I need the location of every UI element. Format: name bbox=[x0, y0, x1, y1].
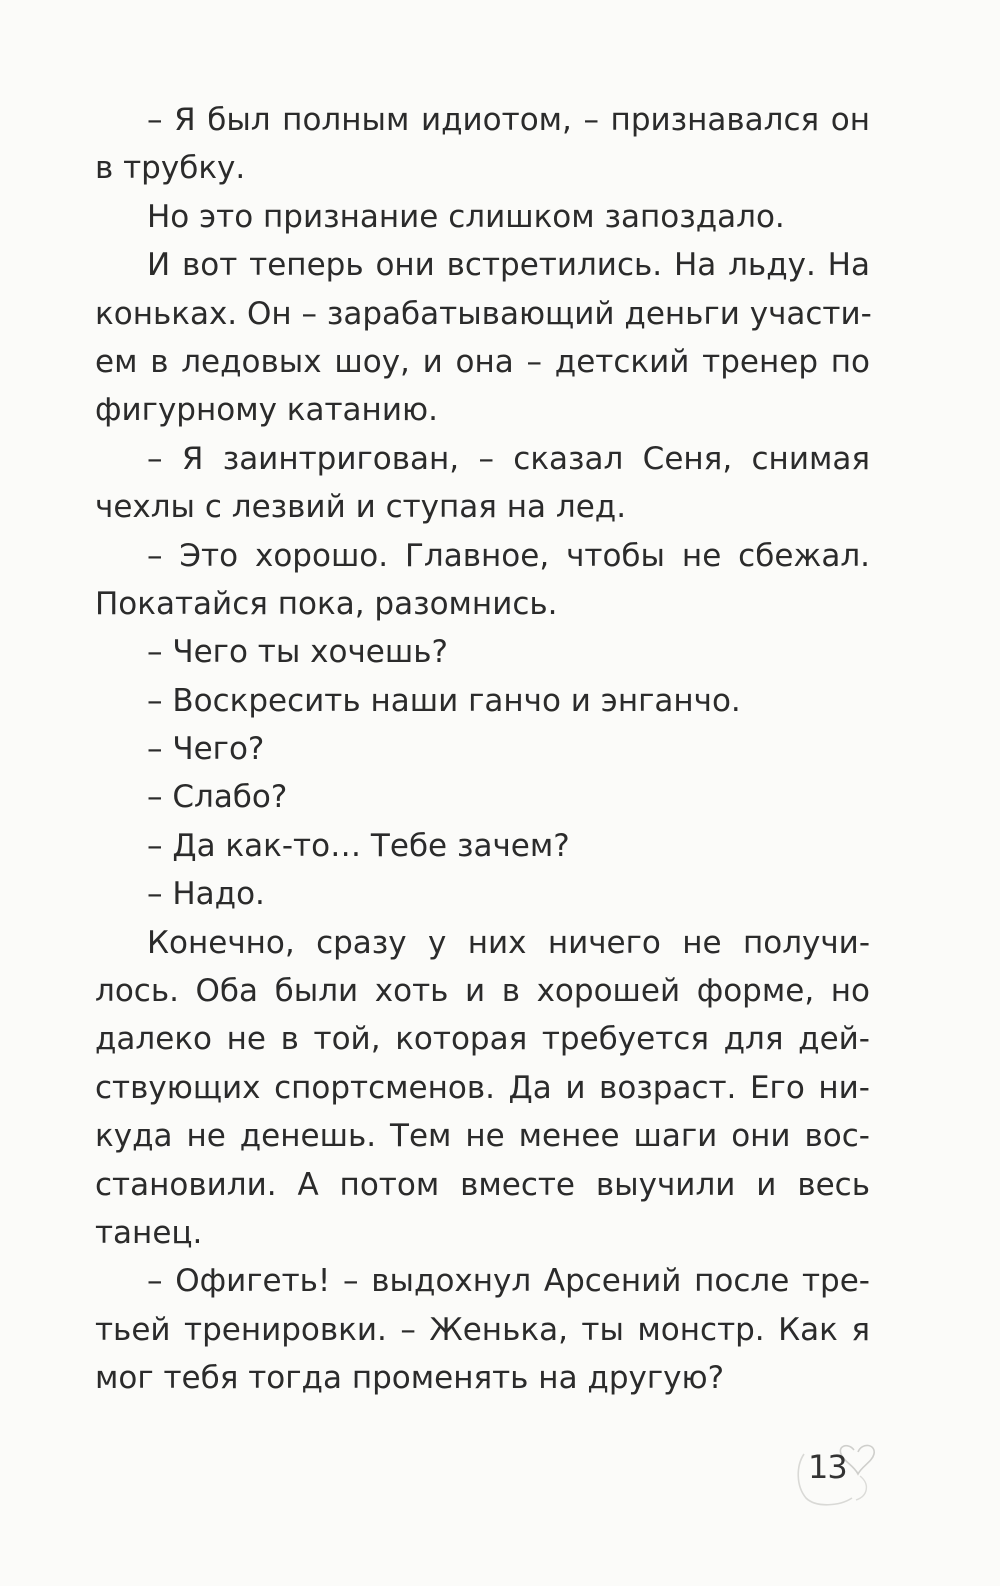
text-line: ствующих спортсменов. Да и возраст. Его ни- bbox=[95, 1069, 870, 1106]
text-line: Но это признание слишком запоздало. bbox=[147, 198, 785, 235]
text-line: – Чего ты хочешь? bbox=[147, 634, 448, 671]
page-number: 13 bbox=[808, 1448, 847, 1486]
text-line: далеко не в той, которая требуется для дей- bbox=[95, 1021, 870, 1058]
text-line: в трубку. bbox=[95, 150, 246, 187]
text-line: куда не денешь. Тем не менее шаги они вос- bbox=[95, 1118, 870, 1155]
text-line: Конечно, сразу у них ничего не получи- bbox=[147, 924, 870, 961]
text-line: – Это хорошо. Главное, чтобы не сбежал. bbox=[147, 537, 870, 574]
text-line: – Воскресить наши ганчо и энганчо. bbox=[147, 682, 741, 719]
text-line: – Офигеть! – выдохнул Арсений после тре- bbox=[147, 1263, 870, 1300]
text-line: тьей тренировки. – Женька, ты монстр. Как я bbox=[95, 1311, 870, 1348]
text-line: – Чего? bbox=[147, 731, 265, 768]
text-line: танец. bbox=[95, 1214, 203, 1251]
text-line: мог тебя тогда променять на другую? bbox=[95, 1360, 725, 1397]
text-line: – Слабо? bbox=[147, 779, 288, 816]
text-line: фигурному катанию. bbox=[95, 392, 438, 429]
text-line: – Да как-то… Тебе зачем? bbox=[147, 827, 570, 864]
text-line: чехлы с лезвий и ступая на лед. bbox=[95, 489, 627, 526]
text-line: – Я был полным идиотом, – признавался он bbox=[147, 102, 870, 138]
text-line: коньках. Он – зарабатывающий деньги участи- bbox=[95, 295, 872, 332]
page-body-text bbox=[95, 96, 870, 1403]
text-line: ем в ледовых шоу, и она – детский тренер по bbox=[95, 343, 870, 380]
text-line: Покатайся пока, разомнись. bbox=[95, 585, 558, 622]
text-line: лось. Оба были хоть и в хорошей форме, но bbox=[95, 973, 870, 1010]
text-line: – Я заинтригован, – сказал Сеня, снимая bbox=[147, 440, 870, 477]
page-footer bbox=[790, 1440, 880, 1510]
text-line: И вот теперь они встретились. На льду. На bbox=[147, 247, 870, 284]
text-line: – Надо. bbox=[147, 876, 265, 913]
text-line: становили. А потом вместе выучили и весь bbox=[95, 1166, 870, 1203]
